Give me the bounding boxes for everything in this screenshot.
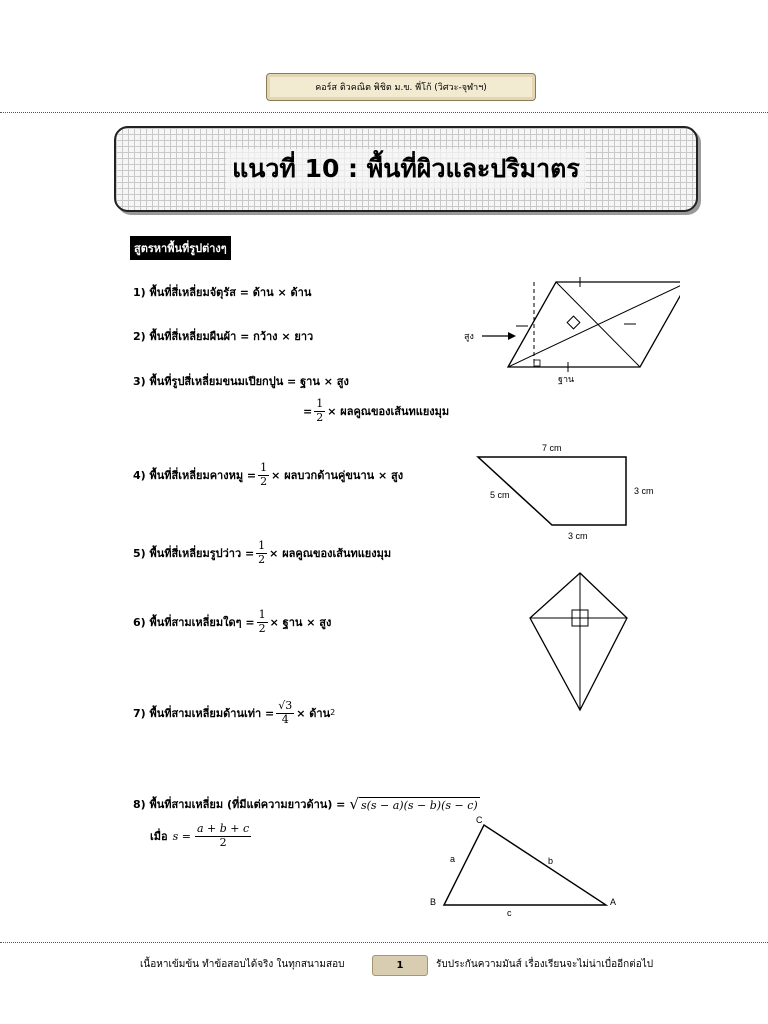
frac-denominator: 2 <box>219 835 227 849</box>
formula-1 <box>133 283 311 301</box>
side-c-label: c <box>507 908 512 918</box>
formula-7 <box>133 700 335 726</box>
frac-numerator: 1 <box>258 608 266 621</box>
kite-figure <box>525 568 635 716</box>
kite-shape <box>530 573 627 710</box>
heron-radicand: s(s − a)(s − b)(s − c) <box>360 798 478 812</box>
formula-3 <box>133 372 349 390</box>
vertex-a-label: A <box>610 897 617 907</box>
half-fraction <box>256 540 267 566</box>
formula-6 <box>133 609 331 635</box>
rhombus-figure <box>460 272 680 392</box>
trapezoid-slant-label: 5 cm <box>490 490 510 500</box>
base-label: ฐาน <box>558 375 575 385</box>
vertex-b-label: B <box>430 897 437 907</box>
formula-8-s: s = <box>172 829 191 843</box>
title-box <box>114 126 698 212</box>
formula-6-text: × ฐาน × สูง <box>269 616 332 630</box>
formula-3b-eq: = <box>303 404 313 418</box>
frac-numerator: 1 <box>260 461 268 474</box>
side-b-label: b <box>548 856 554 866</box>
frac-denominator: 2 <box>260 474 268 488</box>
section-heading: สูตรหาพื้นที่รูปต่างๆ <box>130 236 231 260</box>
perpendicular-marker <box>567 316 580 329</box>
formula-7-superscript: 2 <box>330 708 336 717</box>
height-label: สูง <box>464 332 474 342</box>
trapezoid-right-label: 3 cm <box>634 486 654 496</box>
formula-4 <box>133 462 403 488</box>
footer-left-text: เนื้อหาเข้มข้น ทำข้อสอบได้จริง ในทุกสนามสอบ <box>140 959 345 970</box>
trapezoid-bottom-label: 3 cm <box>568 531 588 541</box>
formula-1-text: 1) พื้นที่สี่เหลี่ยมจัตุรัส = ด้าน × ด้าน <box>133 286 312 299</box>
formula-2-text: 2) พื้นที่สี่เหลี่ยมผืนผ้า = กว้าง × ยาว <box>133 330 314 343</box>
formula-3-text: 3) พื้นที่รูปสี่เหลี่ยมขนมเปียกปูน = ฐาน × สูง <box>133 375 349 388</box>
triangle-figure <box>420 810 630 920</box>
formula-5-text: × ผลคูณของเส้นทแยงมุม <box>269 547 392 561</box>
header-divider <box>0 112 768 113</box>
footer-right-text: รับประกันความมันส์ เรื่องเรียนจะไม่น่าเบื่ออีกต่อไป <box>436 959 654 970</box>
formula-8-when <box>150 823 253 849</box>
frac-denominator: 2 <box>258 552 266 566</box>
formula-5-label: 5) พื้นที่สี่เหลี่ยมรูปว่าว = <box>133 547 255 561</box>
arrow-head-icon <box>508 332 516 340</box>
formula-8-label: 8) พื้นที่สามเหลี่ยม (ที่มีแต่ความยาวด้าน) = <box>133 798 346 811</box>
trapezoid-top-label: 7 cm <box>542 443 562 453</box>
formula-7-text: × ด้าน <box>296 707 331 721</box>
trapezoid-figure <box>470 440 670 545</box>
right-angle-marker <box>534 360 540 366</box>
half-fraction <box>314 398 325 424</box>
side-a-label: a <box>450 854 456 864</box>
course-title: คอร์ส ติวคณิต พิชิต ม.ข. พี่โก้ (วิศวะ-จุฬาฯ) <box>315 83 487 93</box>
page-title: แนวที่ 10 : พื้นที่ผิวและปริมาตร <box>226 149 586 189</box>
formula-7-label: 7) พื้นที่สามเหลี่ยมด้านเท่า = <box>133 707 275 721</box>
formula-3b <box>303 398 449 424</box>
half-fraction <box>258 462 269 488</box>
formula-4-text: × ผลบวกด้านคู่ขนาน × สูง <box>271 469 404 483</box>
sqrt3-over-4-fraction <box>276 700 294 726</box>
frac-numerator: 1 <box>258 539 266 552</box>
frac-numerator: a + b + c <box>196 822 250 835</box>
formula-8-when-label: เมื่อ <box>150 830 168 844</box>
formula-6-label: 6) พื้นที่สามเหลี่ยมใดๆ = <box>133 616 255 630</box>
frac-denominator: 2 <box>258 621 266 635</box>
vertex-c-label: C <box>476 815 483 825</box>
frac-denominator: 2 <box>316 410 324 424</box>
formula-2 <box>133 327 313 345</box>
triangle-shape <box>444 825 606 905</box>
semi-perimeter-fraction <box>195 823 251 849</box>
course-badge <box>266 73 536 101</box>
formula-3b-text: × ผลคูณของเส้นทแยงมุม <box>327 405 450 419</box>
page-number: 1 <box>372 955 428 976</box>
footer-divider <box>0 942 768 943</box>
sqrt-icon: √ <box>349 794 359 813</box>
frac-denominator: 4 <box>281 712 289 726</box>
frac-numerator: 1 <box>316 397 324 410</box>
formula-5 <box>133 540 391 566</box>
frac-numerator: √3 <box>278 699 293 712</box>
half-fraction <box>257 609 268 635</box>
formula-4-label: 4) พื้นที่สี่เหลี่ยมคางหมู = <box>133 469 257 483</box>
